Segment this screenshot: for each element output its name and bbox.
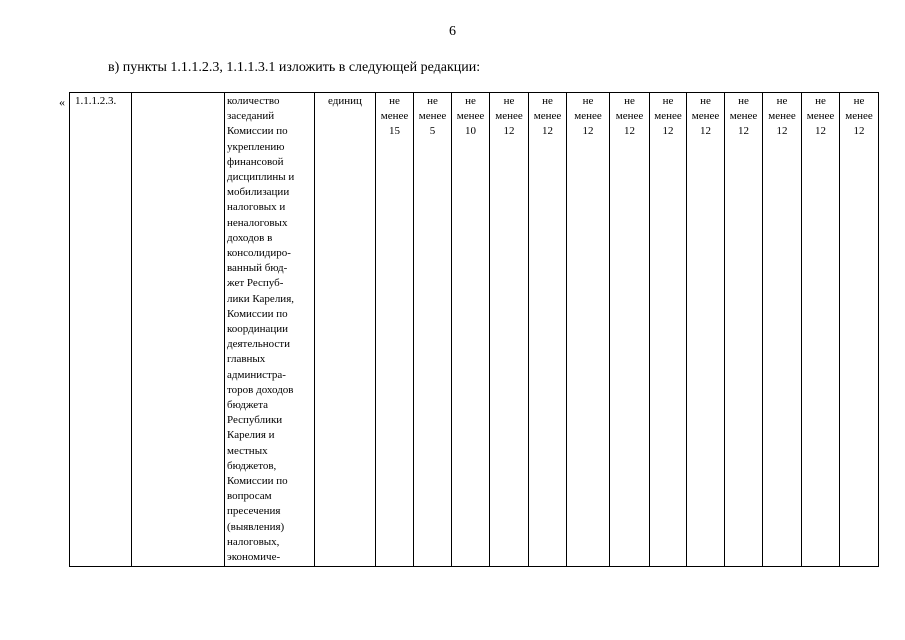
indicator-name-line: главных	[227, 353, 266, 366]
indicator-name-line: Комиссии по	[227, 475, 288, 488]
table-row	[70, 93, 879, 567]
indicator-table	[69, 92, 879, 567]
indicator-name-line: налоговых,	[227, 535, 280, 548]
value-cell-9: не менее 12	[687, 93, 725, 567]
value-cell-3: не менее 10	[452, 93, 490, 567]
indicator-name-line: доходов в	[227, 231, 273, 244]
indicator-name-line: вопросам	[227, 490, 272, 503]
indicator-name-cell	[225, 93, 315, 567]
indicator-name-line: координации	[227, 323, 289, 336]
value-cell-1: не менее 15	[376, 93, 414, 567]
value-cell-13: не менее 12	[840, 93, 879, 567]
indicator-name-line: количество	[227, 95, 280, 107]
value-cell-5: не менее 12	[529, 93, 567, 567]
value-cell-12: не менее 12	[802, 93, 840, 567]
value-cell-4: не менее 12	[490, 93, 529, 567]
indicator-name-line: неналоговых	[227, 216, 288, 229]
indicator-name-line: Карелия и	[227, 429, 275, 442]
indicator-name-line: Комиссии по	[227, 125, 288, 138]
indicator-name-line: ванный бюд-	[227, 262, 288, 275]
indicator-name-line: жет Респуб-	[227, 277, 284, 290]
value-cell-7: не менее 12	[610, 93, 650, 567]
value-cell-8: не менее 12	[650, 93, 687, 567]
opening-quote-mark: «	[59, 95, 65, 109]
indicator-name-line: пресечения	[227, 505, 281, 518]
indicator-name-line: (выявления)	[227, 520, 285, 533]
indicator-name-line: консолидиро-	[227, 247, 291, 260]
indicator-name-line: Комиссии по	[227, 307, 288, 320]
intro-text: в) пункты 1.1.1.2.3, 1.1.1.3.1 изложить в следующей редакции:	[108, 60, 481, 75]
value-cell-11: не менее 12	[763, 93, 802, 567]
indicator-name-line: бюджета	[227, 399, 269, 412]
value-cell-2: не менее 5	[414, 93, 452, 567]
empty-cell	[132, 93, 225, 567]
indicator-name-line: налоговых и	[227, 201, 286, 214]
page-number: 6	[449, 24, 456, 39]
item-code-cell: 1.1.1.2.3.	[70, 93, 132, 567]
indicator-name-line: лики Карелия,	[227, 292, 294, 305]
indicator-name-line: Республики	[227, 414, 283, 427]
indicator-name-line: экономиче-	[227, 551, 281, 564]
unit-cell: единиц	[315, 93, 376, 567]
indicator-name-line: местных	[227, 444, 268, 457]
indicator-name-line: финансовой	[227, 155, 284, 168]
indicator-name-line: администра-	[227, 368, 286, 381]
indicator-name-line: укреплению	[227, 140, 285, 153]
indicator-name-line: мобилизации	[227, 186, 290, 199]
indicator-name-line: бюджетов,	[227, 459, 277, 472]
value-cell-6: не менее 12	[567, 93, 610, 567]
indicator-name-line: торов доходов	[227, 383, 294, 396]
indicator-name-line: дисциплины и	[227, 171, 295, 184]
indicator-name-line: деятельности	[227, 338, 290, 351]
indicator-name-line: заседаний	[227, 110, 275, 123]
value-cell-10: не менее 12	[725, 93, 763, 567]
